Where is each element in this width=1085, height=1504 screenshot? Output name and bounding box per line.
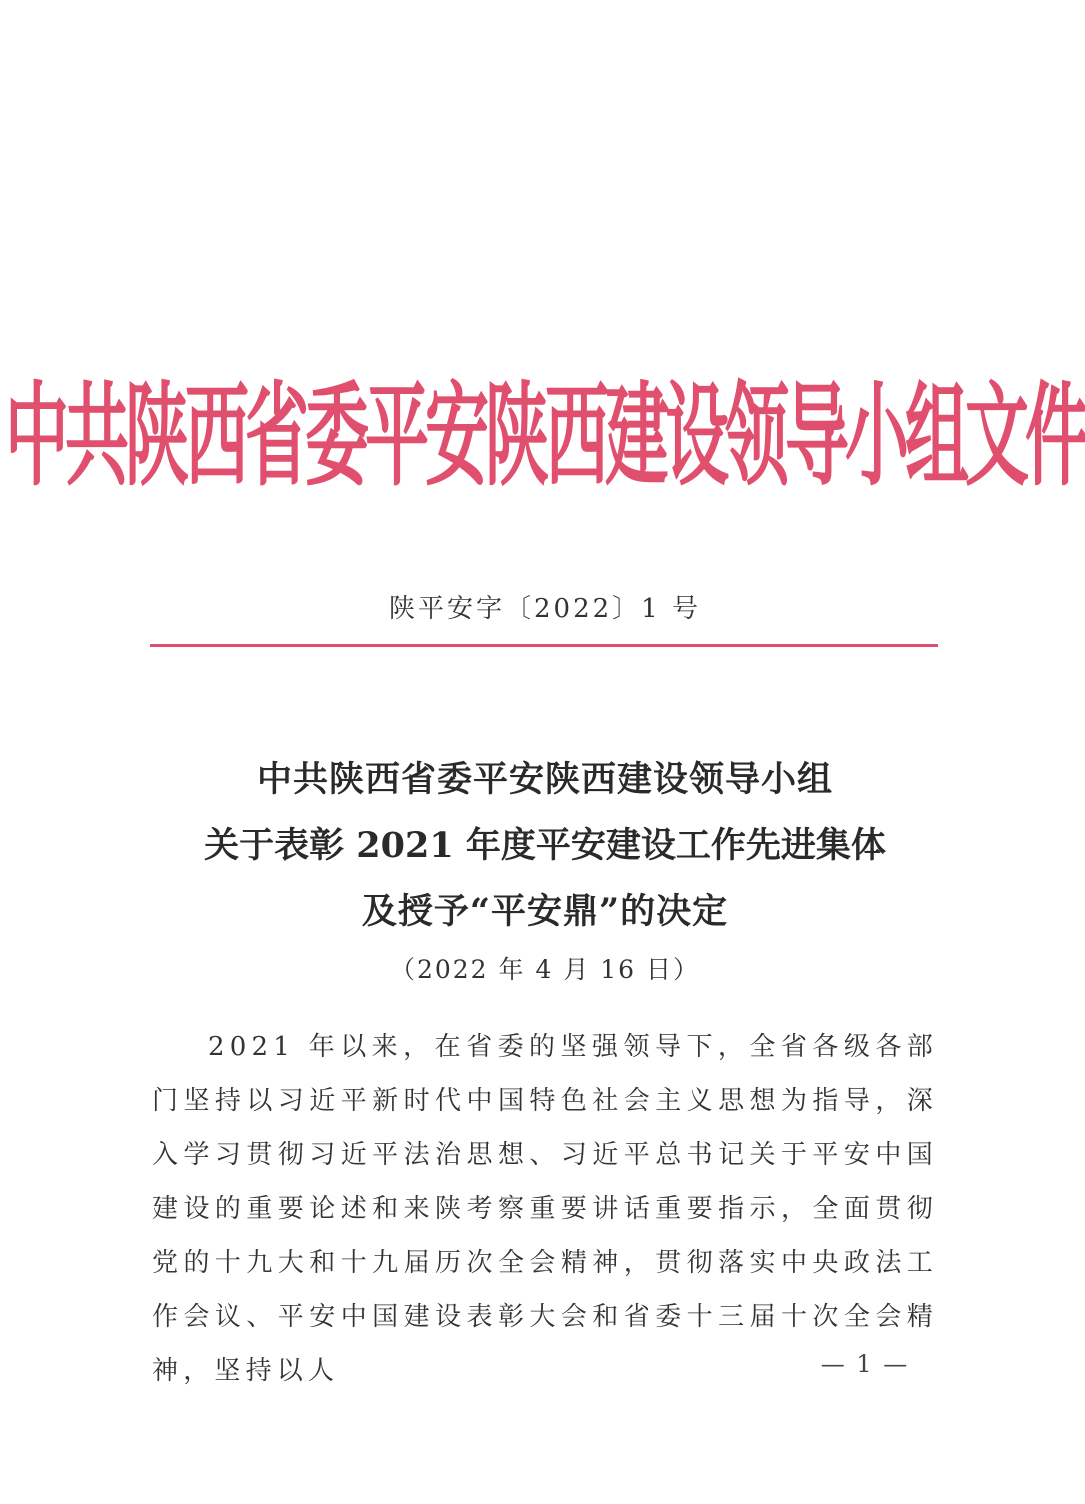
title-line-3: 及授予“平安鼎”的决定 [361, 891, 729, 932]
red-masthead [5, 362, 1085, 503]
red-divider-line [150, 644, 938, 647]
title-line-1: 中共陕西省委平安陕西建设领导小组 [256, 759, 833, 800]
document-date: （2022 年 4 月 16 日） [389, 955, 701, 984]
page-number: — 1 — [820, 1350, 910, 1378]
masthead-title: 中共陕西省委平安陕西建设领导小组文件 [5, 372, 1085, 503]
document-number: 陕平安字〔2022〕1 号 [389, 594, 701, 624]
body-paragraph: 2021 年以来，在省委的坚强领导下，全省各级各部门坚持以习近平新时代中国特色社会主义思想为指导，深入学习贯彻习近平法治思想、习近平总书记关于平安中国建设的重要论述和来陕考察重要讲话重要指示，全面贯彻党的十九大和十九届历次全会精神，贯彻落实中央政法工作会议、平安中国建设表彰大会和省委十三届十次全会精神，坚持以人 [152, 1032, 938, 1386]
title-line-2: 关于表彰 2021 年度平安建设工作先进集体 [204, 825, 886, 866]
